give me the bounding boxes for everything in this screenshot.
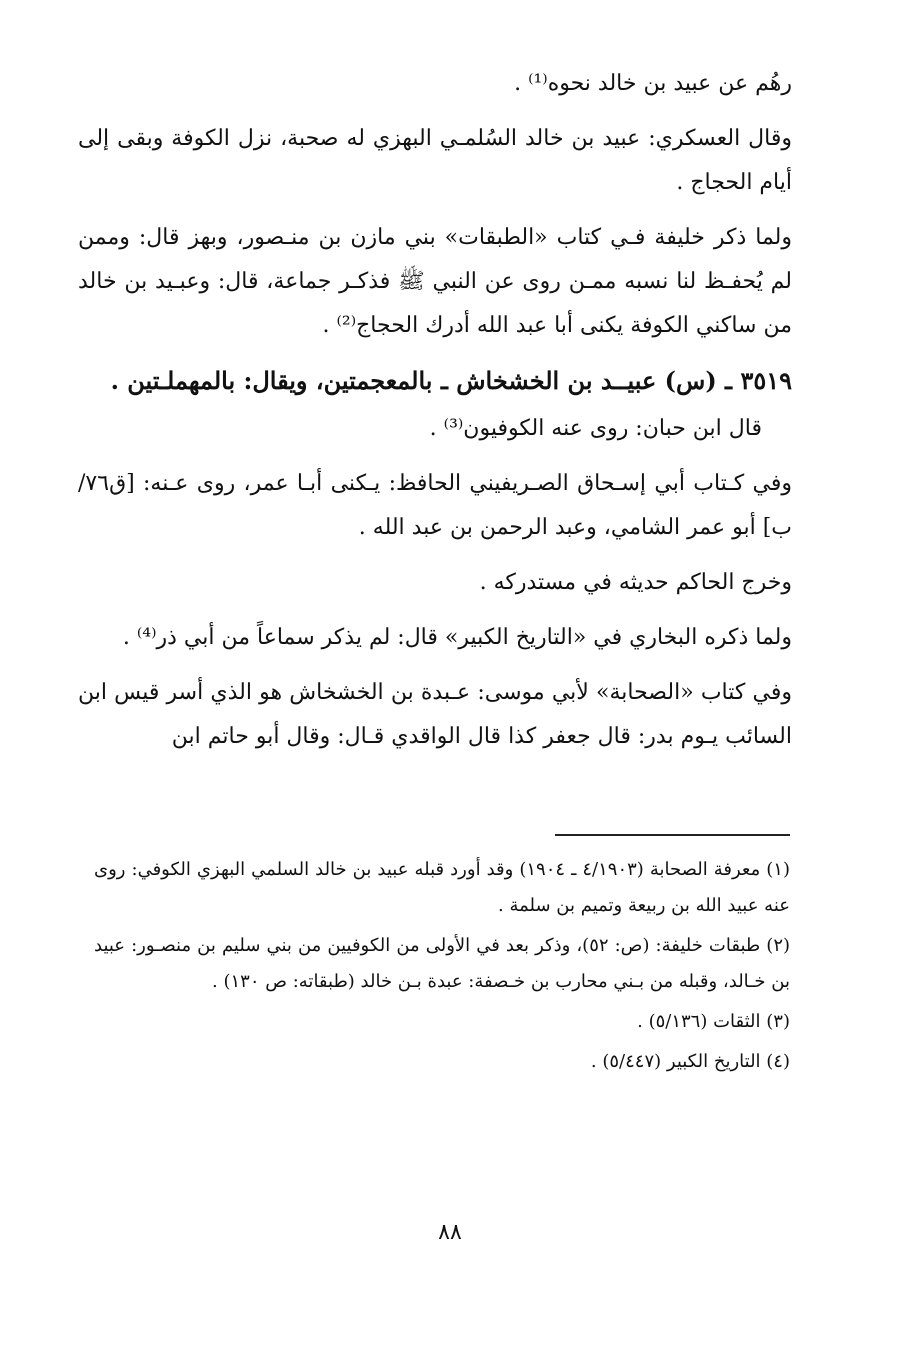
footnote-1: (١) معرفة الصحابة (٤/١٩٠٣ ـ ١٩٠٤) وقد أورد قبله عبيد بن خالد السلمي البهزي الكوفي: روى عنه عبيد الله بن ربيعة وتميم بن سلمة . <box>94 859 790 916</box>
paragraph-askari: وقال العسكري: عبيد بن خالد السُلمـي البهزي له صحبة، نزل الكوفة وبقى إلى أيام الحجاج . <box>78 126 792 195</box>
paragraph-continuation: رهُم عن عبيد بن خالد نحوه⁽¹⁾ . <box>514 71 792 96</box>
footnote-3: (٣) الثقات (٥/١٣٦) . <box>637 1011 790 1032</box>
paragraph-hakim: وخرج الحاكم حديثه في مستدركه . <box>479 570 792 595</box>
footnote-separator <box>555 834 790 836</box>
paragraph-khalifa: ولما ذكر خليفة فـي كتاب «الطبقات» بني مازن بن منـصور، وبهز قال: وممن لم يُحفـظ لنا نسبه ممـن روى عن النبي ﷺ فذكـر جماعة، قال: وعبـيد بن خالد من ساكني الكوفة يكنى أبا عبد الله أدرك الحجاج⁽²⁾ . <box>78 225 792 338</box>
main-text <box>78 62 792 770</box>
entry-heading: ٣٥١٩ ـ (س) عبيــد بن الخشخاش ـ بالمعجمتين، ويقال: بالمهملـتين . <box>110 366 792 395</box>
footnote-4: (٤) التاريخ الكبير (٥/٤٤٧) . <box>590 1051 790 1072</box>
page-number: ٨٨ <box>438 1220 462 1245</box>
footnotes <box>94 852 790 1084</box>
paragraph-sarifini: وفي كـتاب أبي إسـحاق الصـريفيني الحافظ: يـكنى أبـا عمر، روى عـنه: [ق٧٦/ب] أبو عمر الشامي، وعبد الرحمن بن عبد الله . <box>78 471 792 540</box>
footnote-2: (٢) طبقات خليفة: (ص: ٥٢)، وذكر بعد في الأولى من الكوفيين من بني سليم بن منصـور: عبيد بن خـالد، وقبله من بـني محارب بن خـصفة: عبدة بـن خالد (طبقاته: ص ١٣٠) . <box>94 935 791 992</box>
paragraph-bukhari: ولما ذكره البخاري في «التاريخ الكبير» قال: لم يذكر سماعاً من أبي ذر⁽⁴⁾ . <box>122 625 792 650</box>
paragraph-ibn-hibban: قال ابن حبان: روى عنه الكوفيون⁽³⁾ . <box>429 416 762 441</box>
paragraph-abu-musa: وفي كتاب «الصحابة» لأبي موسى: عـبدة بن الخشخاش هو الذي أسر قيس ابن السائب يـوم بدر: قال جعفر كذا قال الواقدي قـال: وقال أبو حاتم ابن <box>78 680 792 749</box>
